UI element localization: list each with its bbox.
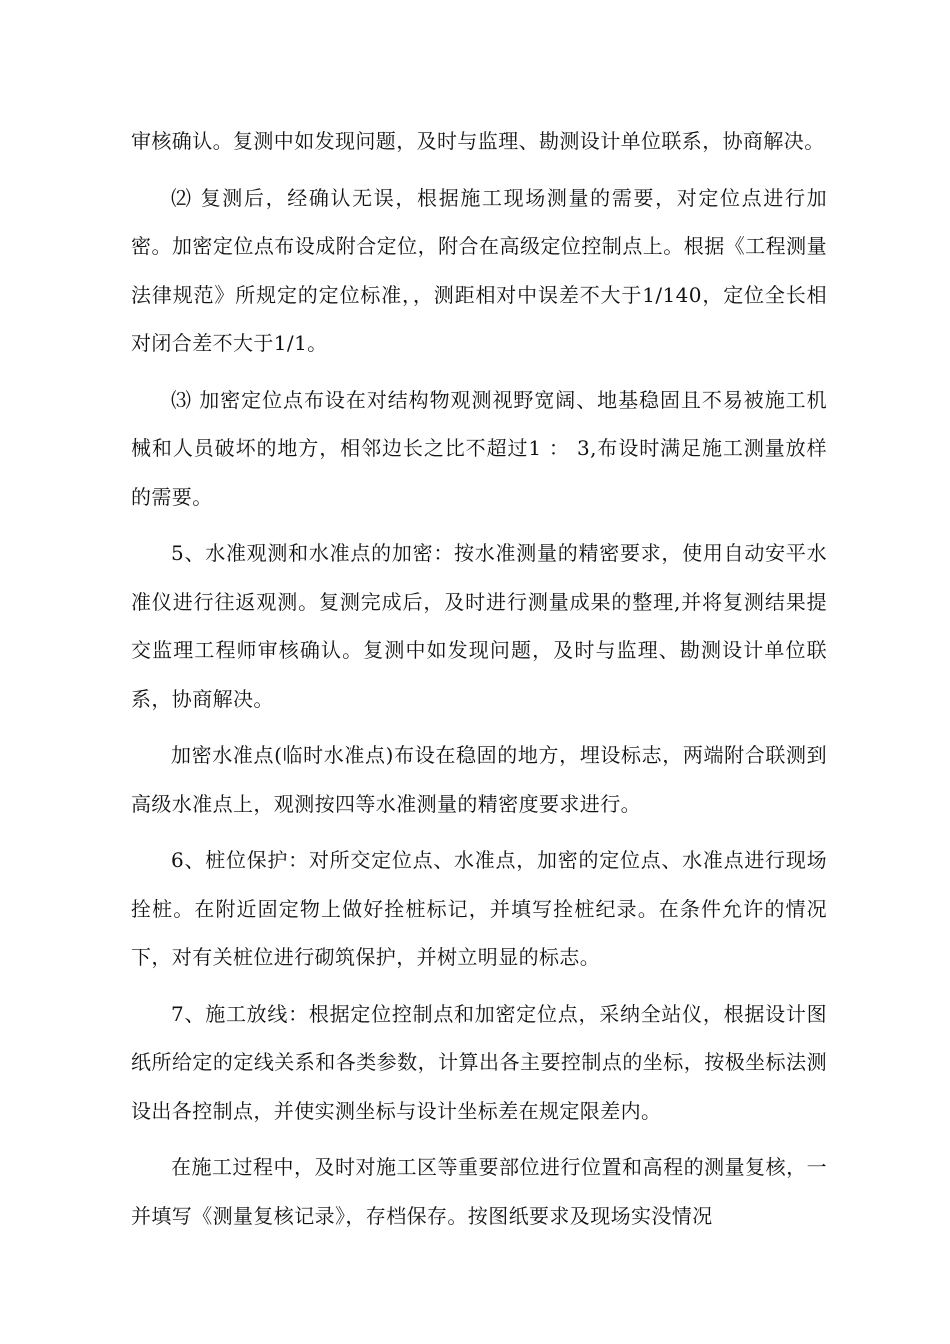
- paragraph-pile-protection: 6、桩位保护：对所交定位点、水准点，加密的定位点、水准点进行现场拴桩。在附近固定物上做好拴桩标记，并填写拴桩纪录。在条件允许的情况下，对有关桩位进行砌筑保护，并树立明显的标志。: [131, 848, 827, 969]
- paragraph-continued-review: 审核确认。复测中如发现问题，及时与监理、勘测设计单位联系，协商解决。: [131, 129, 825, 153]
- paragraph-construction-review: 在施工过程中，及时对施工区等重要部位进行位置和高程的测量复核，一并填写《测量复核记录》，存档保存。按图纸要求及现场实没情况: [131, 1155, 827, 1228]
- paragraph-construction-layout: 7、施工放线：根据定位控制点和加密定位点，采纳全站仪，根据设计图纸所给定的定线关系和各类参数，计算出各主要控制点的坐标，按极坐标法测设出各控制点，并使实测坐标与设计坐标差在规定限差内。: [131, 1001, 827, 1123]
- document-body: [131, 117, 827, 1248]
- paragraph-temporary-benchmark: 加密水准点(临时水准点)布设在稳固的地方，埋设标志，两端附合联测到高级水准点上，观测按四等水准测量的精密度要求进行。: [131, 743, 827, 816]
- paragraph-densified-point-placement: ⑶ 加密定位点布设在对结构物观测视野宽阔、地基稳固且不易被施工机械和人员破坏的地方，相邻边长之比不超过1 ： 3,布设时满足施工测量放样的需要。: [131, 387, 827, 509]
- paragraph-resurvey-densification: ⑵ 复测后，经确认无误，根据施工现场测量的需要，对定位点进行加密。加密定位点布设成附合定位，附合在高级定位控制点上。根据《工程测量法律规范》所规定的定位标准，，测距相对中误差不大于1/140，定位全长相对闭合差不大于1/1。: [131, 185, 827, 355]
- paragraph-leveling-observation: 5、水准观测和水准点的加密：按水准测量的精密要求，使用自动安平水准仪进行往返观测。复测完成后，及时进行测量成果的整理,并将复测结果提交监理工程师审核确认。复测中如发现问题，及时与监理、勘测设计单位联系，协商解决。: [131, 541, 827, 711]
